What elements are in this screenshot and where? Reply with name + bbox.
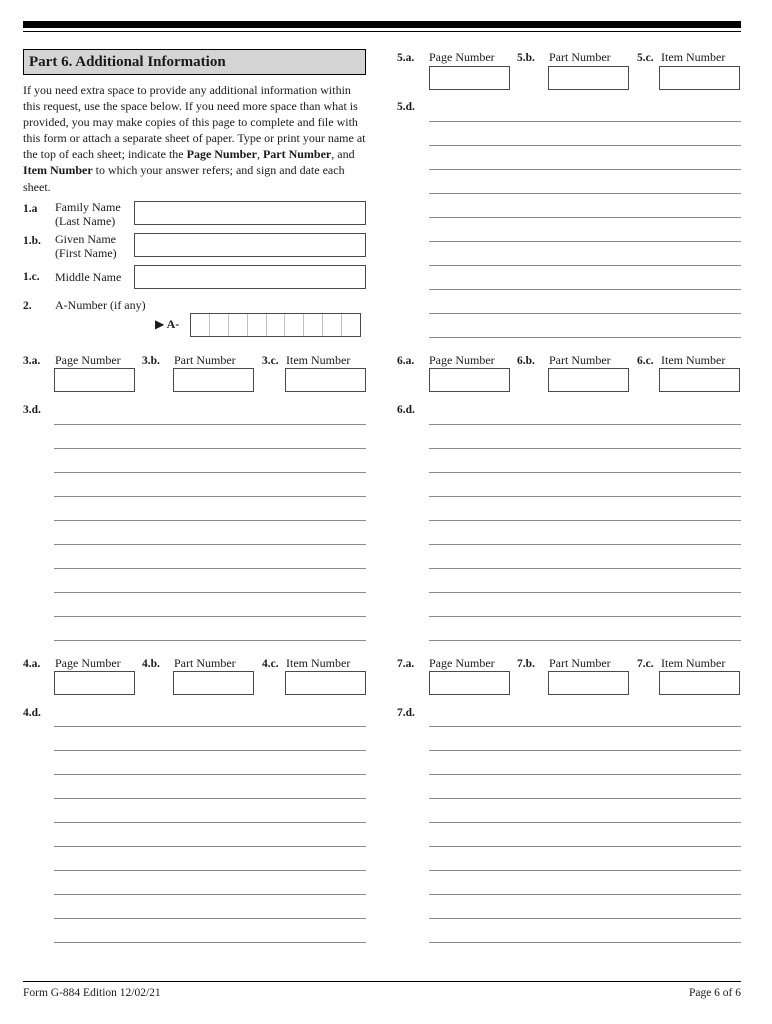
answer-line [54, 568, 366, 569]
answer-line [54, 640, 366, 641]
a-number-digit [229, 314, 248, 336]
section-7-answer-lines[interactable] [429, 726, 741, 946]
answer-line [54, 544, 366, 545]
item-number-5d: 5.d. [397, 101, 415, 113]
section-3-part-number-field[interactable] [173, 368, 254, 392]
section-6-part-number-field[interactable] [548, 368, 629, 392]
answer-line [54, 520, 366, 521]
item-number-5b: 5.b. [517, 52, 535, 64]
page-indicator: Page 6 of 6 [688, 987, 741, 999]
item-number-label: Item Number [661, 50, 726, 64]
part-number-label: Part Number [549, 656, 611, 670]
given-name-label: Given Name [55, 232, 116, 246]
part-number-label: Part Number [174, 656, 236, 670]
section-7-item-number-field[interactable] [659, 671, 740, 695]
section-7-part-number-field[interactable] [548, 671, 629, 695]
answer-line [429, 265, 741, 266]
answer-line [429, 448, 741, 449]
a-number-digit [267, 314, 286, 336]
instructions-paragraph: If you need extra space to provide any additional information within this request, use the space below. If you need more space than what is provided, you may make copies of this page to complete and file with this form or attach a separate sheet of paper. Type or print your name at the top of each sheet; indicate the Page Number, Part Number, and Item Number to which your answer refers; and sign and date each sheet. [23, 83, 366, 194]
family-name-field[interactable] [134, 201, 366, 225]
answer-line [54, 822, 366, 823]
part-number-label: Part Number [174, 353, 236, 367]
item-number-label: Item Number [661, 656, 726, 670]
item-number-3a: 3.a. [23, 355, 41, 367]
section-6-page-number-field[interactable] [429, 368, 510, 392]
a-number-field[interactable] [190, 313, 361, 337]
answer-line [429, 846, 741, 847]
answer-line [54, 472, 366, 473]
a-number-digit [342, 314, 360, 336]
answer-line [54, 798, 366, 799]
item-number-4d: 4.d. [23, 707, 41, 719]
section-5-answer-lines[interactable] [429, 121, 741, 341]
section-3-answer-lines[interactable] [54, 424, 366, 644]
a-number-digit [285, 314, 304, 336]
answer-line [429, 640, 741, 641]
answer-line [429, 894, 741, 895]
answer-line [429, 592, 741, 593]
answer-line [429, 520, 741, 521]
section-7-page-number-field[interactable] [429, 671, 510, 695]
answer-line [429, 313, 741, 314]
family-name-sublabel: (Last Name) [55, 214, 116, 228]
answer-line [54, 592, 366, 593]
a-number-label: A-Number (if any) [55, 298, 146, 312]
answer-line [429, 750, 741, 751]
answer-line [429, 942, 741, 943]
answer-line [54, 424, 366, 425]
section-3-page-number-field[interactable] [54, 368, 135, 392]
item-number-label: Item Number [661, 353, 726, 367]
item-number-7d: 7.d. [397, 707, 415, 719]
page-number-label: Page Number [55, 656, 121, 670]
item-number-6a: 6.a. [397, 355, 415, 367]
family-name-label: Family Name [55, 200, 121, 214]
middle-name-field[interactable] [134, 265, 366, 289]
item-number-1b: 1.b. [23, 235, 41, 247]
answer-line [54, 448, 366, 449]
a-number-digit [210, 314, 229, 336]
a-number-digit [323, 314, 342, 336]
answer-line [429, 241, 741, 242]
answer-line [429, 544, 741, 545]
answer-line [429, 121, 741, 122]
item-number-5c: 5.c. [637, 52, 654, 64]
top-rule-thin [23, 31, 741, 32]
answer-line [429, 726, 741, 727]
item-number-3b: 3.b. [142, 355, 160, 367]
page-number-label: Page Number [55, 353, 121, 367]
item-number-4a: 4.a. [23, 658, 41, 670]
section-5-part-number-field[interactable] [548, 66, 629, 90]
answer-line [54, 846, 366, 847]
answer-line [429, 918, 741, 919]
page-number-label: Page Number [429, 50, 495, 64]
answer-line [429, 217, 741, 218]
item-number-label: Item Number [286, 656, 351, 670]
item-number-7c: 7.c. [637, 658, 654, 670]
item-number-6b: 6.b. [517, 355, 535, 367]
section-6-item-number-field[interactable] [659, 368, 740, 392]
item-number-1a: 1.a [23, 203, 38, 215]
answer-line [54, 774, 366, 775]
given-name-sublabel: (First Name) [55, 246, 117, 260]
answer-line [429, 424, 741, 425]
a-number-digit [191, 314, 210, 336]
answer-line [54, 894, 366, 895]
item-number-7a: 7.a. [397, 658, 415, 670]
section-6-answer-lines[interactable] [429, 424, 741, 644]
answer-line [429, 169, 741, 170]
item-number-4b: 4.b. [142, 658, 160, 670]
part-number-label: Part Number [549, 50, 611, 64]
top-rule-thick [23, 21, 741, 28]
page-number-label: Page Number [429, 656, 495, 670]
item-number-3c: 3.c. [262, 355, 279, 367]
answer-line [429, 337, 741, 338]
answer-line [429, 774, 741, 775]
answer-line [429, 496, 741, 497]
answer-line [54, 496, 366, 497]
answer-line [54, 918, 366, 919]
section-4-page-number-field[interactable] [54, 671, 135, 695]
section-4-item-number-field[interactable] [285, 671, 366, 695]
footer-rule [23, 981, 741, 982]
item-number-2: 2. [23, 300, 32, 312]
item-number-1c: 1.c. [23, 271, 40, 283]
item-number-4c: 4.c. [262, 658, 279, 670]
answer-line [429, 472, 741, 473]
a-number-digit [248, 314, 267, 336]
item-number-label: Item Number [286, 353, 351, 367]
section-5-page-number-field[interactable] [429, 66, 510, 90]
answer-line [54, 726, 366, 727]
item-number-6d: 6.d. [397, 404, 415, 416]
answer-line [54, 942, 366, 943]
part-number-label: Part Number [549, 353, 611, 367]
a-number-prefix: ▶ A- [155, 317, 180, 331]
answer-line [429, 870, 741, 871]
answer-line [429, 798, 741, 799]
answer-line [429, 822, 741, 823]
given-name-field[interactable] [134, 233, 366, 257]
answer-line [429, 193, 741, 194]
item-number-7b: 7.b. [517, 658, 535, 670]
answer-line [429, 145, 741, 146]
part-6-header: Part 6. Additional Information [23, 49, 366, 75]
section-3-item-number-field[interactable] [285, 368, 366, 392]
item-number-6c: 6.c. [637, 355, 654, 367]
section-4-answer-lines[interactable] [54, 726, 366, 946]
answer-line [54, 870, 366, 871]
item-number-3d: 3.d. [23, 404, 41, 416]
answer-line [54, 750, 366, 751]
answer-line [429, 616, 741, 617]
a-number-digit [304, 314, 323, 336]
middle-name-label: Middle Name [55, 270, 122, 284]
answer-line [429, 289, 741, 290]
answer-line [429, 568, 741, 569]
form-edition: Form G-884 Edition 12/02/21 [23, 987, 161, 999]
answer-line [54, 616, 366, 617]
item-number-5a: 5.a. [397, 52, 415, 64]
section-5-item-number-field[interactable] [659, 66, 740, 90]
page-number-label: Page Number [429, 353, 495, 367]
section-4-part-number-field[interactable] [173, 671, 254, 695]
